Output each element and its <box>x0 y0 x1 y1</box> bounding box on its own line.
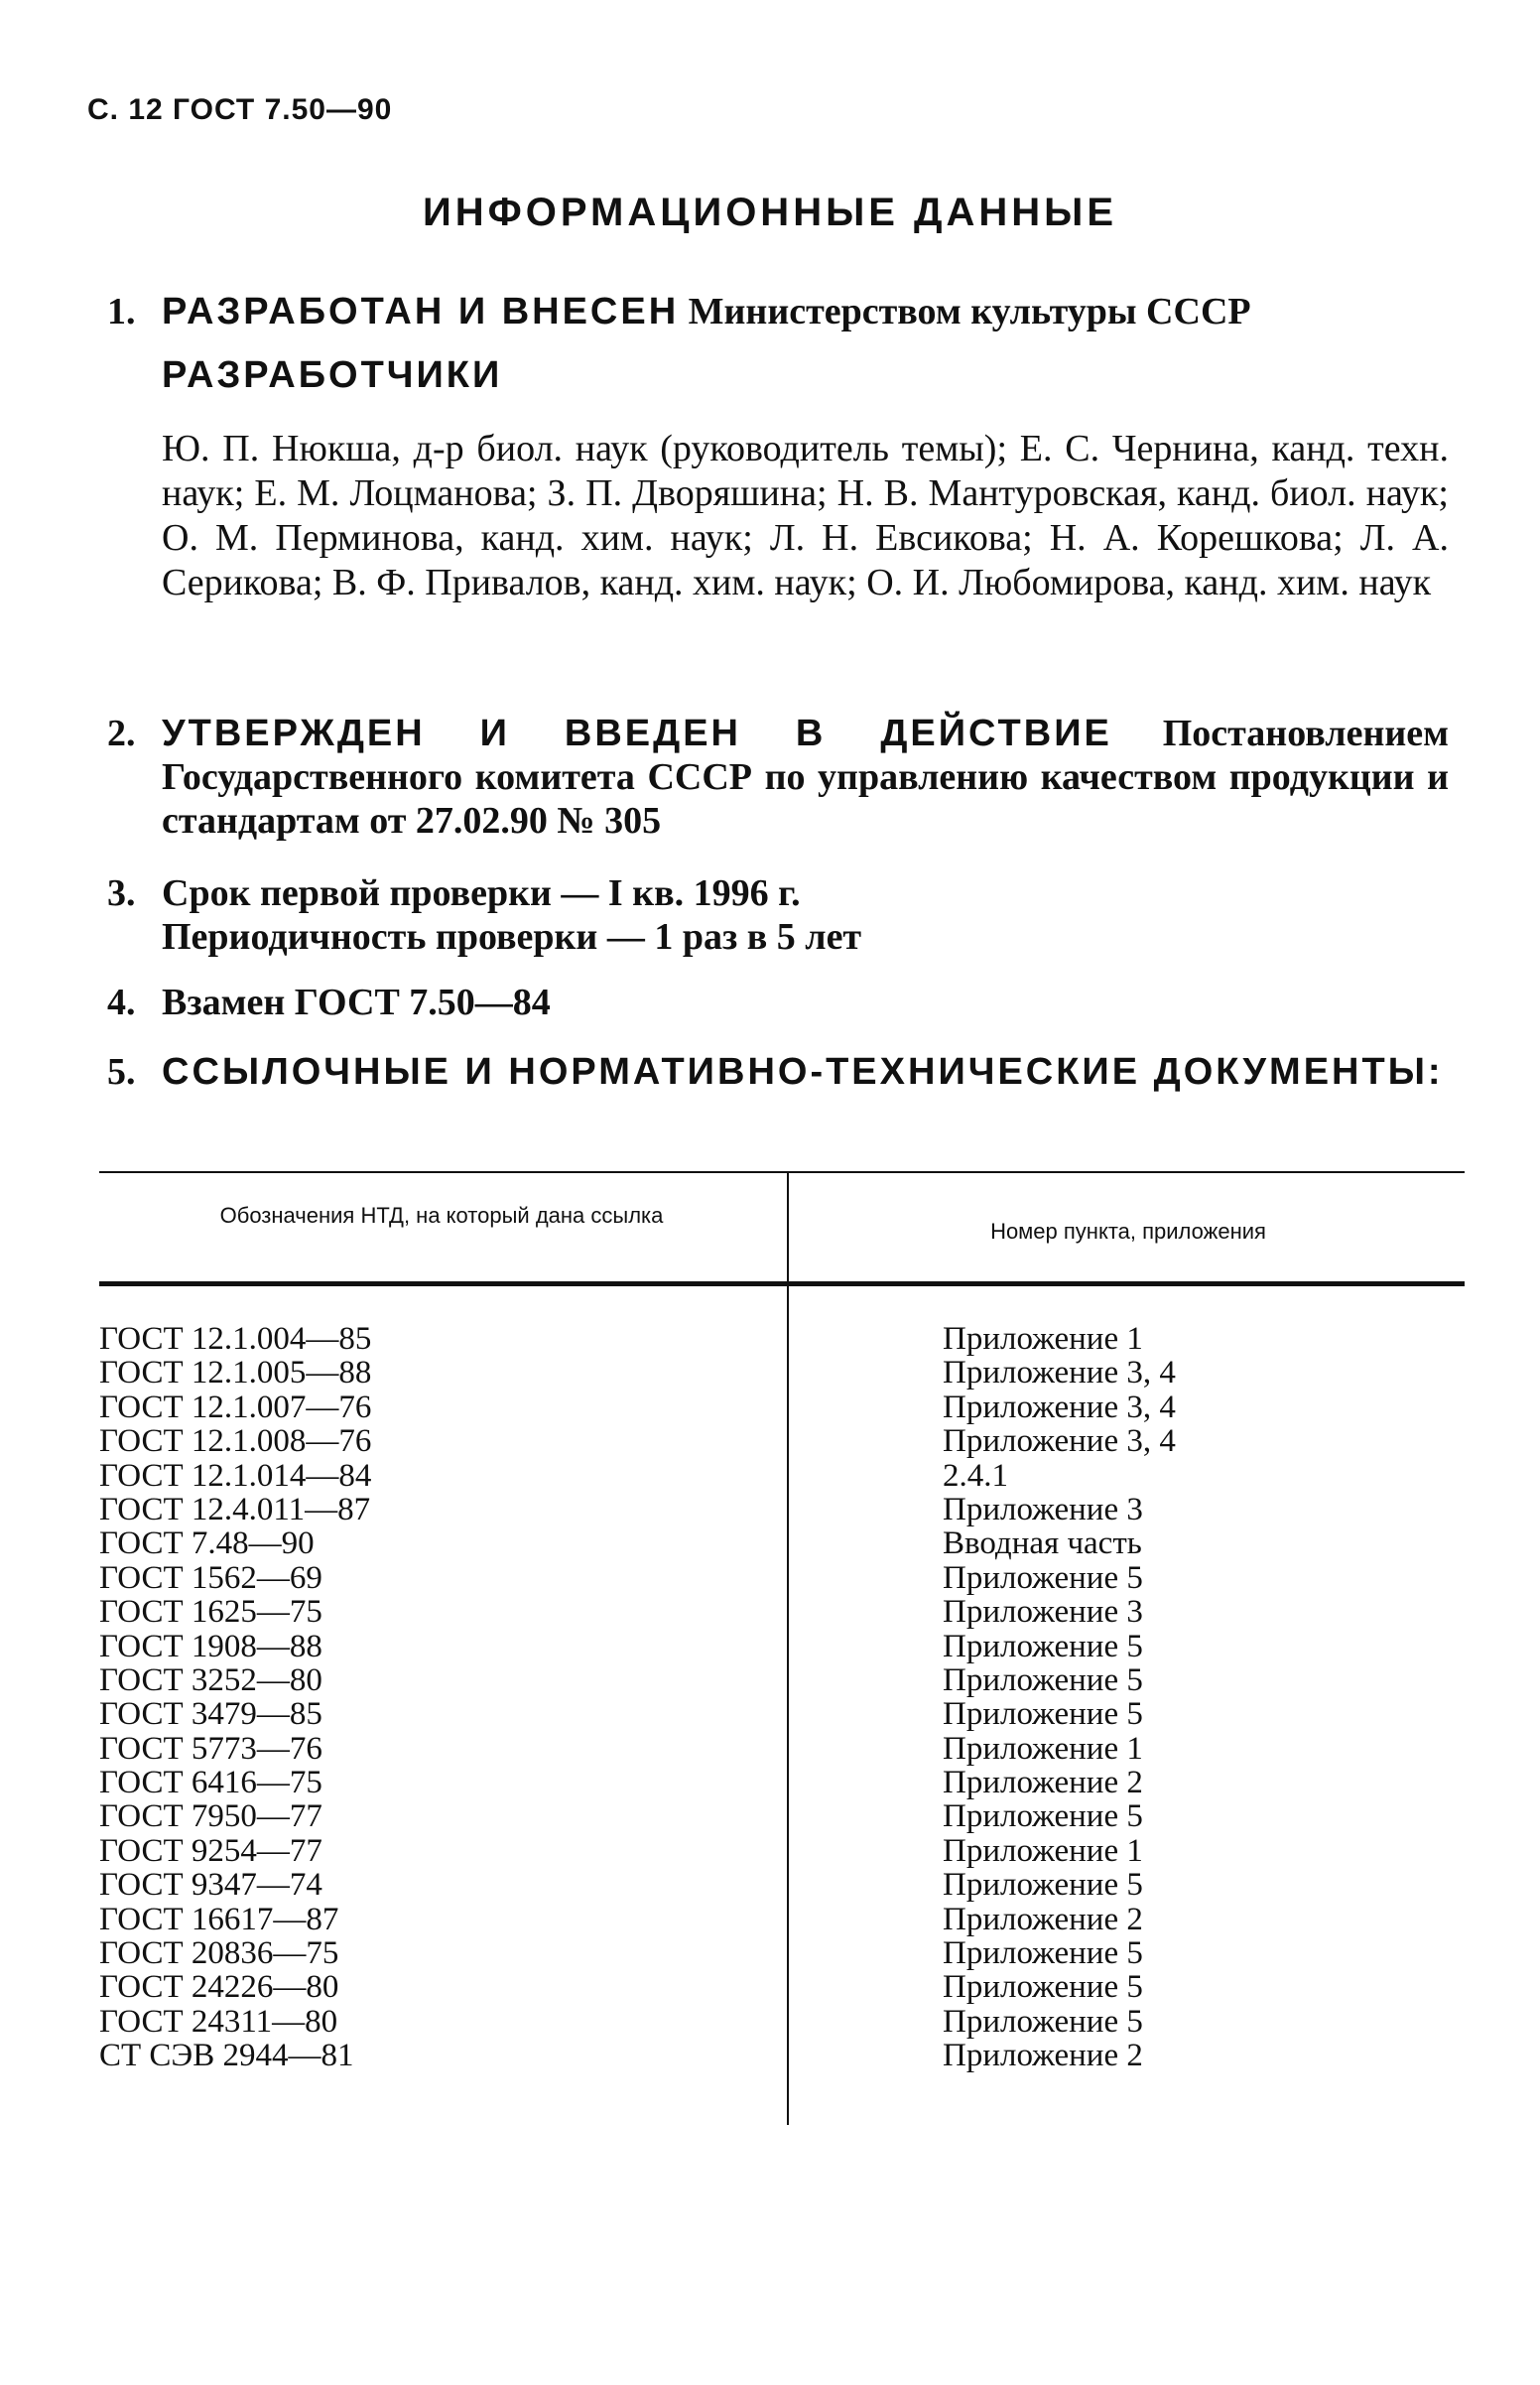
section-text: Взамен ГОСТ 7.50—84 <box>162 982 551 1023</box>
table-cell-clause: Приложение 5 <box>943 1559 1143 1596</box>
section-5 <box>107 1050 1449 1144</box>
review-date-line: Срок первой проверки — I кв. 1996 г. <box>162 872 801 914</box>
table-cell-document: ГОСТ 12.1.008—76 <box>99 1423 372 1460</box>
table-cell-clause: Приложение 5 <box>943 2003 1143 2040</box>
section-1-body <box>162 290 1449 333</box>
table-cell-clause: Приложение 5 <box>943 1969 1143 2006</box>
table-cell-document: ГОСТ 12.1.007—76 <box>99 1389 372 1425</box>
table-cell-document: ГОСТ 6416—75 <box>99 1765 322 1801</box>
section-3 <box>107 871 1449 966</box>
table-cell-clause: Приложение 5 <box>943 1867 1143 1904</box>
table-cell-clause: Приложение 5 <box>943 1798 1143 1835</box>
table-cell-document: ГОСТ 24311—80 <box>99 2003 338 2040</box>
table-clauses-column <box>943 1322 1439 2073</box>
table-documents-column <box>99 1322 774 2073</box>
table-cell-document: ГОСТ 1562—69 <box>99 1559 322 1596</box>
page-title: ИНФОРМАЦИОННЫЕ ДАННЫЕ <box>422 191 1118 234</box>
section-heading: ССЫЛОЧНЫЕ И НОРМАТИВНО-ТЕХНИЧЕСКИЕ ДОКУМЕНТЫ: <box>162 1051 1444 1093</box>
table-cell-document: ГОСТ 7950—77 <box>99 1798 322 1835</box>
section-number: 5. <box>107 1051 136 1093</box>
table-cell-document: ГОСТ 5773—76 <box>99 1730 322 1767</box>
table-cell-clause: Приложение 1 <box>943 1321 1143 1357</box>
table-cell-clause: Приложение 3, 4 <box>943 1389 1176 1425</box>
developers-list: Ю. П. Нюкша, д-р биол. наук (руководитель темы); Е. С. Чернина, канд. техн. наук; Е. М. Лоцманова; З. П. Дворяшина; Н. В. Мантуровская, канд. биол. наук; О. М. Перминова, канд. хим. наук; Л. Н. Евсикова; Н. А. Корешкова; Л. А. Серикова; В. Ф. Привалов, канд. хим. наук; О. И. Любомирова, канд. хим. наук <box>162 428 1449 603</box>
section-4 <box>107 981 1449 1030</box>
section-3-body <box>162 871 1449 959</box>
table-header-rule <box>99 1281 1465 1286</box>
table-cell-clause: Приложение 5 <box>943 1661 1143 1698</box>
developers-heading: РАЗРАБОТЧИКИ <box>162 354 503 396</box>
table-cell-document: ГОСТ 12.1.014—84 <box>99 1457 372 1494</box>
table-cell-document: ГОСТ 16617—87 <box>99 1901 339 1937</box>
table-cell-clause: Приложение 2 <box>943 1901 1143 1937</box>
table-cell-clause: Приложение 1 <box>943 1730 1143 1767</box>
table-cell-clause: Приложение 5 <box>943 1628 1143 1664</box>
section-heading: РАЗРАБОТАН И ВНЕСЕН <box>162 291 680 332</box>
table-cell-clause: Приложение 3 <box>943 1594 1143 1631</box>
table-cell-clause: 2.4.1 <box>943 1457 1008 1494</box>
table-cell-clause: Приложение 3 <box>943 1491 1143 1527</box>
table-cell-clause: Вводная часть <box>943 1525 1142 1562</box>
table-cell-document: ГОСТ 9254—77 <box>99 1832 322 1869</box>
page-header: С. 12 ГОСТ 7.50—90 <box>87 93 393 126</box>
table-top-rule <box>99 1171 1465 1173</box>
table-cell-document: ГОСТ 7.48—90 <box>99 1525 315 1562</box>
section-number: 3. <box>107 872 136 914</box>
review-period-line: Периодичность проверки — 1 раз в 5 лет <box>162 916 862 958</box>
table-cell-document: ГОСТ 1908—88 <box>99 1628 322 1664</box>
section-text: Министерством культуры СССР <box>688 291 1251 332</box>
table-cell-clause: Приложение 1 <box>943 1832 1143 1869</box>
table-cell-document: ГОСТ 3479—85 <box>99 1696 322 1733</box>
table-cell-clause: Приложение 2 <box>943 2038 1143 2074</box>
section-2-body <box>162 712 1449 843</box>
section-2 <box>107 712 1449 851</box>
table-cell-clause: Приложение 2 <box>943 1765 1143 1801</box>
section-number: 2. <box>107 713 136 754</box>
section-text: Постановлением Государственного комитета СССР по управлению качеством продукции и стандартам от 27.02.90 № 305 <box>162 713 1449 842</box>
table-cell-document: ГОСТ 1625—75 <box>99 1594 322 1631</box>
section-1 <box>107 290 1449 339</box>
table-cell-document: ГОСТ 12.1.005—88 <box>99 1355 372 1391</box>
table-cell-document: ГОСТ 24226—80 <box>99 1969 339 2006</box>
table-cell-document: ГОСТ 12.4.011—87 <box>99 1491 371 1527</box>
table-column-divider <box>787 1172 789 2125</box>
table-cell-document: ГОСТ 3252—80 <box>99 1661 322 1698</box>
table-cell-clause: Приложение 3, 4 <box>943 1423 1176 1460</box>
table-cell-document: СТ СЭВ 2944—81 <box>99 2038 354 2074</box>
section-number: 1. <box>107 291 136 332</box>
table-header-clauses: Номер пункта, приложения <box>990 1219 1266 1244</box>
table-cell-clause: Приложение 5 <box>943 1696 1143 1733</box>
table-cell-document: ГОСТ 20836—75 <box>99 1935 339 1972</box>
table-cell-document: ГОСТ 12.1.004—85 <box>99 1321 372 1357</box>
table-cell-document: ГОСТ 9347—74 <box>99 1867 322 1904</box>
table-header-documents: Обозначения НТД, на который дана ссылка <box>219 1203 664 1228</box>
table-cell-clause: Приложение 3, 4 <box>943 1355 1176 1391</box>
table-cell-clause: Приложение 5 <box>943 1935 1143 1972</box>
section-heading: УТВЕРЖДЕН И ВВЕДЕН В ДЕЙСТВИЕ <box>162 713 1112 754</box>
section-number: 4. <box>107 982 136 1023</box>
